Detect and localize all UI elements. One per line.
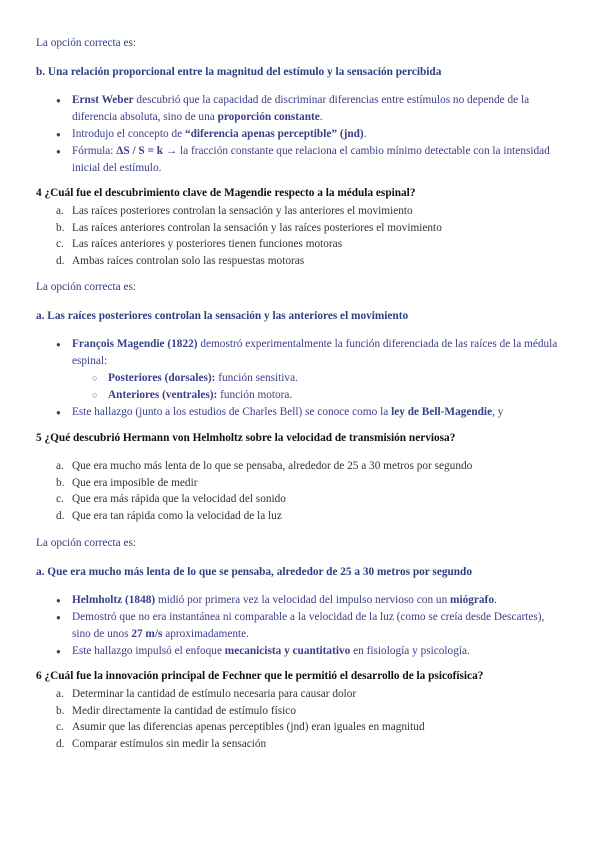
- bold-text: Posteriores (dorsales):: [108, 372, 216, 384]
- text: .: [363, 128, 367, 140]
- option-text: Las raíces anteriores controlan la sensación y las raíces posteriores el movimiento: [72, 221, 442, 234]
- option-text: Medir directamente la cantidad de estímulo físico: [72, 704, 296, 717]
- option-item: [56, 458, 472, 475]
- sub-list: [92, 370, 560, 404]
- text: , y: [492, 406, 504, 418]
- bold-text: François Magendie (1822): [72, 338, 198, 350]
- bold-text: proporción constante: [217, 111, 320, 123]
- option-item: [56, 736, 425, 753]
- option-letter: d.: [56, 509, 65, 522]
- text: aproximadamente.: [162, 628, 249, 640]
- bold-text: ΔS / S = k: [116, 145, 164, 157]
- text: → la fracción constante que relaciona el cambio mínimo detectable con la intensidad inicial del estímulo.: [72, 145, 550, 174]
- option-item: [56, 253, 442, 270]
- option-item: [56, 703, 425, 720]
- bold-text: mecanicista y cuantitativo: [224, 645, 351, 657]
- correct-answer: a. Las raíces posteriores controlan la sensación y las anteriores el movimiento: [36, 310, 409, 322]
- question-6: 6 ¿Cuál fue la innovación principal de Fechner que le permitió el desarrollo de la psicofísica?: [36, 670, 484, 682]
- option-letter: c.: [56, 238, 64, 250]
- option-text: Que era más rápida que la velocidad del sonido: [72, 493, 286, 505]
- text: función motora.: [217, 389, 293, 401]
- option-letter: d.: [56, 254, 65, 267]
- bold-text: miógrafo: [450, 594, 494, 606]
- text: .: [319, 111, 323, 123]
- option-text: Asumir que las diferencias apenas perceptibles (jnd) eran iguales en magnitud: [72, 721, 425, 733]
- question-5: 5 ¿Qué descubrió Hermann von Helmholtz sobre la velocidad de transmisión nerviosa?: [36, 432, 456, 444]
- option-item: [56, 203, 442, 220]
- bullet-item: [56, 643, 560, 660]
- text: Introdujo el concepto de: [72, 128, 185, 140]
- bullet-item: [56, 592, 560, 609]
- text: demostró experimentalmente la función diferenciada de las raíces de la médula espinal:: [72, 338, 558, 367]
- options-list-5: [56, 458, 472, 524]
- bullet-item: [56, 404, 560, 421]
- option-item: [56, 719, 425, 736]
- option-text: Las raíces anteriores y posteriores tienen funciones motoras: [72, 238, 343, 250]
- sub-bullet-item: [92, 370, 560, 387]
- bold-text: Ernst Weber: [72, 94, 134, 106]
- bullet-item: [56, 126, 560, 143]
- option-text: Que era imposible de medir: [72, 476, 198, 489]
- option-item: [56, 236, 442, 253]
- option-letter: a.: [56, 205, 64, 217]
- explanation-list: [56, 336, 560, 421]
- text: Este hallazgo (junto a los estudios de Charles Bell) se conoce como la: [72, 406, 392, 418]
- option-text: Que era tan rápida como la velocidad de la luz: [72, 509, 282, 522]
- option-item: [56, 220, 442, 237]
- option-letter: a.: [56, 460, 64, 472]
- text: función sensitiva.: [215, 372, 298, 384]
- option-letter: b.: [56, 704, 65, 717]
- correct-answer: a. Que era mucho más lenta de lo que se pensaba, alrededor de 25 a 30 metros por segundo: [36, 566, 472, 578]
- text: midió por primera vez la velocidad del impulso nervioso con un: [155, 594, 451, 606]
- bold-text: 27 m/s: [131, 628, 163, 640]
- question-4: 4 ¿Cuál fue el descubrimiento clave de Magendie respecto a la médula espinal?: [36, 187, 416, 199]
- bullet-item: [56, 92, 560, 126]
- option-text: Determinar la cantidad de estímulo necesaria para causar dolor: [72, 688, 357, 700]
- explanation-list: [56, 92, 560, 177]
- bold-text: Anteriores (ventrales):: [108, 389, 218, 401]
- option-letter: c.: [56, 493, 64, 505]
- option-item: [56, 508, 472, 525]
- options-list-4: [56, 203, 442, 269]
- option-letter: b.: [56, 476, 65, 489]
- bullet-item: [56, 143, 560, 177]
- option-item: [56, 686, 425, 703]
- text: Fórmula:: [72, 145, 117, 157]
- bullet-item: [56, 336, 560, 404]
- option-text: Las raíces posteriores controlan la sensación y las anteriores el movimiento: [72, 205, 413, 217]
- option-text: Comparar estímulos sin medir la sensación: [72, 737, 267, 750]
- correct-label: La opción correcta es:: [36, 281, 137, 293]
- option-letter: a.: [56, 688, 64, 700]
- bold-text: “diferencia apenas perceptible” (jnd): [184, 128, 364, 140]
- text: descubrió que la capacidad de discriminar diferencias entre estímulos no depende de la diferencia absoluta, sino de una: [72, 94, 530, 123]
- correct-label: La opción correcta es:: [36, 37, 137, 49]
- options-list-6: [56, 686, 425, 752]
- text: Este hallazgo impulsó el enfoque: [72, 645, 225, 657]
- option-letter: b.: [56, 221, 65, 234]
- sub-bullet-item: [92, 387, 560, 404]
- correct-label: La opción correcta es:: [36, 537, 137, 549]
- bold-text: Helmholtz (1848): [72, 594, 156, 606]
- correct-answer: b. Una relación proporcional entre la magnitud del estímulo y la sensación percibida: [36, 66, 442, 78]
- bold-text: ley de Bell-Magendie: [391, 406, 493, 418]
- option-text: Que era mucho más lenta de lo que se pensaba, alrededor de 25 a 30 metros por segundo: [72, 460, 473, 472]
- option-letter: c.: [56, 721, 64, 733]
- explanation-list: [56, 592, 560, 660]
- option-item: [56, 475, 472, 492]
- bullet-item: [56, 609, 560, 643]
- text: .: [493, 594, 497, 606]
- option-item: [56, 491, 472, 508]
- text: Demostró que no era instantánea ni comparable a la velocidad de la luz (como se creía desde Descartes), sino de unos: [72, 611, 545, 640]
- text: en fisiología y psicología.: [350, 645, 470, 657]
- option-text: Ambas raíces controlan solo las respuestas motoras: [72, 254, 305, 267]
- option-letter: d.: [56, 737, 65, 750]
